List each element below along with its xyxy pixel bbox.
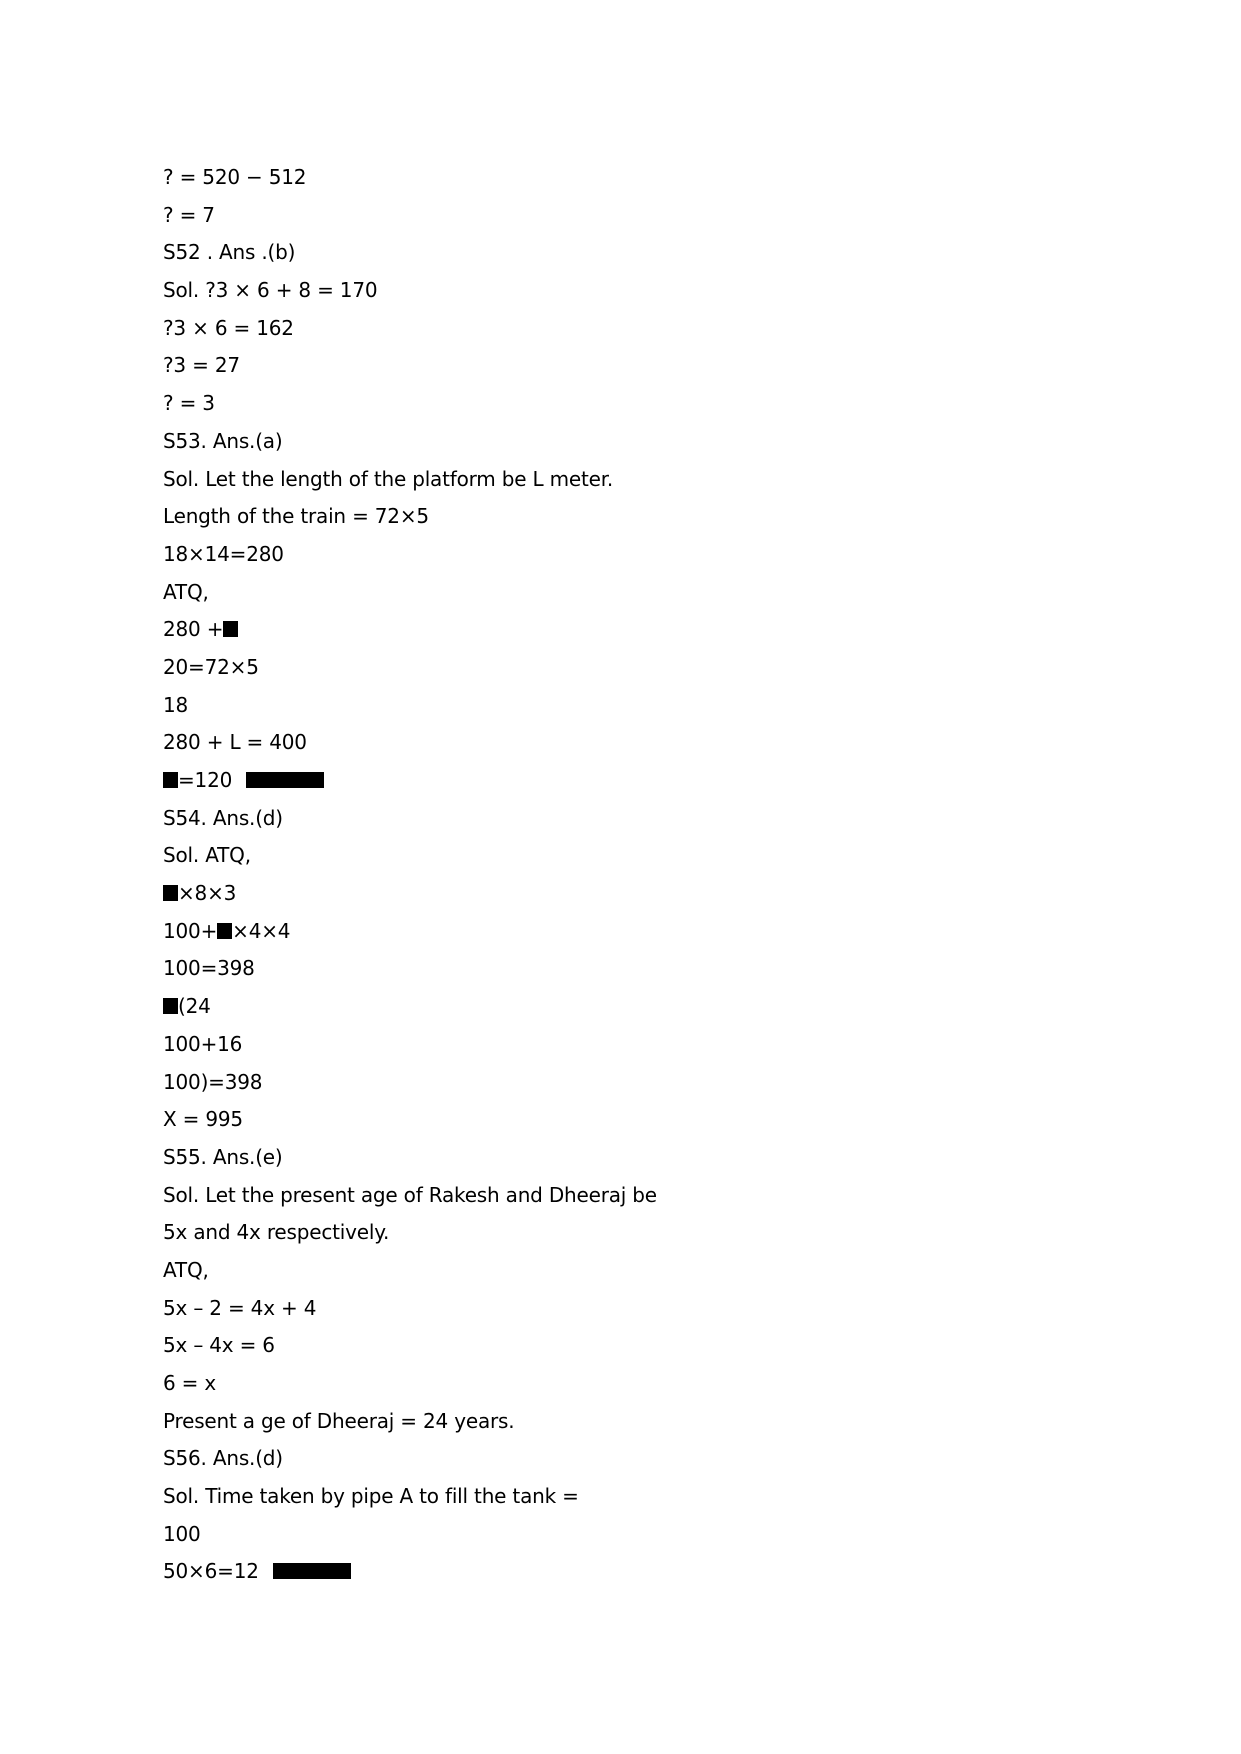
text-line [163, 273, 657, 311]
line-text: ? = 3 [163, 391, 215, 416]
line-text: 100+16 [163, 1031, 243, 1056]
unrendered-glyph-block [273, 1563, 351, 1579]
text-line [163, 348, 657, 386]
line-text: Sol. ATQ, [163, 843, 251, 868]
text-line [163, 575, 657, 613]
text-line [163, 424, 657, 462]
unrendered-glyph-block [217, 923, 232, 939]
line-text: 100 [163, 1521, 201, 1546]
text-line [163, 1328, 657, 1366]
line-text: ×4×4 [232, 918, 291, 943]
line-text: (24 [178, 994, 211, 1019]
line-text: S56. Ans.(d) [163, 1446, 283, 1471]
text-line [163, 1291, 657, 1329]
line-text: 100)=398 [163, 1069, 263, 1094]
text-line [163, 1404, 657, 1442]
line-text: 18×14=280 [163, 541, 284, 566]
line-text: 18 [163, 692, 189, 717]
unrendered-glyph-block [163, 772, 178, 788]
line-text: Sol. Time taken by pipe A to fill the tank = [163, 1484, 579, 1509]
text-line [163, 1366, 657, 1404]
line-text: ?3 = 27 [163, 353, 240, 378]
line-text: Sol. Let the present age of Rakesh and Dheeraj be [163, 1182, 657, 1207]
line-text: ? = 520 − 512 [163, 165, 307, 189]
text-line [163, 1215, 657, 1253]
line-text: 50×6=12 [163, 1559, 265, 1584]
text-line [163, 1065, 657, 1103]
text-line [163, 914, 657, 952]
text-line [163, 725, 657, 763]
text-line [163, 1027, 657, 1065]
line-text: Present a ge of Dheeraj = 24 years. [163, 1408, 515, 1433]
line-text: ×8×3 [178, 881, 237, 906]
line-text: 100=398 [163, 956, 255, 981]
text-line [163, 235, 657, 273]
text-line [163, 160, 657, 198]
unrendered-glyph-block [223, 621, 238, 637]
line-text: S53. Ans.(a) [163, 428, 283, 453]
unrendered-glyph-block [246, 772, 324, 788]
line-text: Sol. Let the length of the platform be L meter. [163, 466, 614, 491]
text-line [163, 1178, 657, 1216]
line-text: Length of the train = 72×5 [163, 504, 429, 529]
line-text: S52 . Ans .(b) [163, 240, 296, 265]
line-text: ? = 7 [163, 202, 215, 227]
text-line [163, 1102, 657, 1140]
line-text: 100+ [163, 918, 218, 943]
text-line [163, 1479, 657, 1517]
text-line [163, 838, 657, 876]
line-text: 280 + [163, 617, 224, 642]
line-text: ?3 × 6 = 162 [163, 315, 294, 340]
text-line [163, 801, 657, 839]
line-text: Sol. ?3 × 6 + 8 = 170 [163, 278, 378, 303]
line-text: 5x – 4x = 6 [163, 1333, 275, 1358]
line-text: S54. Ans.(d) [163, 805, 283, 830]
line-text: 280 + L = 400 [163, 730, 307, 755]
line-text: =120 [178, 768, 239, 792]
text-line [163, 462, 657, 500]
line-text: 6 = x [163, 1371, 217, 1395]
line-text: 5x – 2 = 4x + 4 [163, 1295, 317, 1320]
text-line [163, 499, 657, 537]
text-line [163, 1554, 657, 1592]
text-line [163, 1441, 657, 1479]
text-line [163, 951, 657, 989]
text-line [163, 1517, 657, 1555]
text-line [163, 537, 657, 575]
text-line [163, 989, 657, 1027]
line-text: ATQ, [163, 579, 209, 604]
line-text: 20=72×5 [163, 654, 259, 679]
text-line [163, 386, 657, 424]
unrendered-glyph-block [163, 998, 178, 1014]
text-line [163, 763, 657, 801]
text-line [163, 650, 657, 688]
text-line [163, 612, 657, 650]
text-line [163, 198, 657, 236]
line-text: 5x and 4x respectively. [163, 1220, 390, 1245]
text-line [163, 1253, 657, 1291]
text-line [163, 1140, 657, 1178]
unrendered-glyph-block [163, 885, 178, 901]
text-line [163, 311, 657, 349]
text-line [163, 876, 657, 914]
solution-text [163, 160, 657, 1592]
line-text: X = 995 [163, 1107, 243, 1132]
text-line [163, 688, 657, 726]
line-text: S55. Ans.(e) [163, 1144, 283, 1169]
line-text: ATQ, [163, 1257, 209, 1282]
